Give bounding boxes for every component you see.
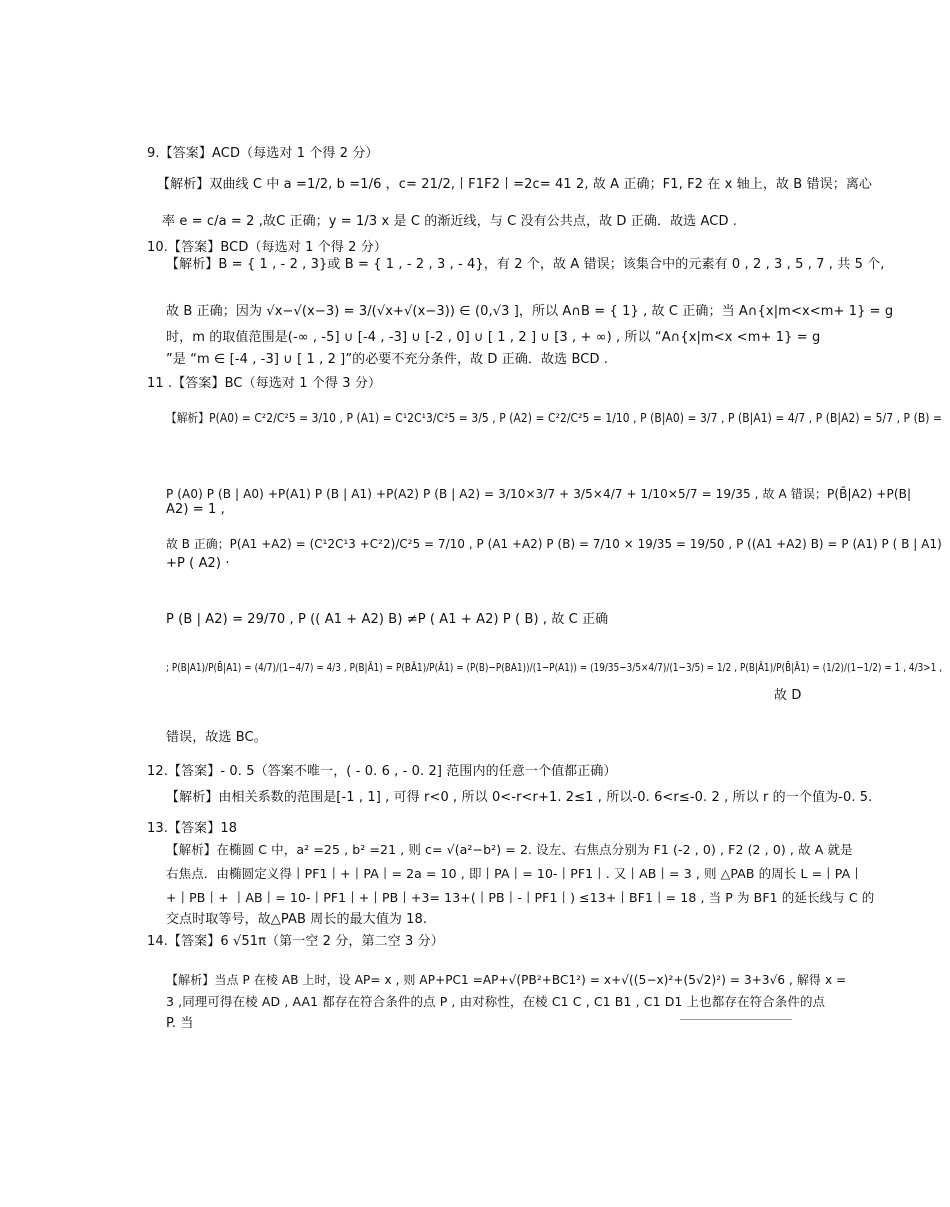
- q14-answer: 14.【答案】6 √51π（第一空 2 分，第二空 3 分）: [147, 934, 444, 949]
- q11-explanation-line-7: ; P(B|A1)/P(B̄|A1) = (4/7)/(1−4/7) = 4/3 , P(B|Ā1) = P(BĀ1)/P(Ā1) = (P(B)−P(BA1))/(1−P(A1)) = (19/35−3/5×4/7)/(1−3/5) = 1/2 , P(B|Ā1)/P(B̄|Ā1) = (1/2)/(1−1/2) = 1 , 4/3>1 ,: [166, 661, 943, 674]
- q14-explanation-line-3: P. 当: [166, 1016, 194, 1031]
- q13-explanation-line-1: 【解析】在椭圆 C 中，a² =25 , b² =21 , 则 c= √(a²−b²) = 2. 设左、右焦点分别为 F1 (-2 , 0) , F2 (2 , 0) , 故 A 就是: [166, 842, 853, 857]
- q11-explanation-line-8: 错误，故选 BC。: [166, 730, 267, 745]
- q13-explanation-line-2: 右焦点．由椭圆定义得丨PF1丨+丨PA丨= 2a = 10 , 即丨PA丨= 10-丨PF1丨. 又丨AB丨= 3 , 则 △PAB 的周长 L =丨PA丨: [166, 866, 863, 881]
- q11-explanation-line-7-tail: 故 D: [774, 688, 802, 703]
- q10-explanation-line-2: 故 B 正确；因为 √x−√(x−3) = 3/(√x+√(x−3)) ∈ (0,√3 ]，所以 A∩B = { 1} , 故 C 正确；当 A∩{x|m<x<m+ 1} = g: [166, 304, 894, 319]
- q10-answer: 10.【答案】BCD（每选对 1 个得 2 分）: [147, 240, 387, 255]
- q12-answer: 12.【答案】- 0. 5（答案不唯一，( - 0. 6 , - 0. 2] 范围内的任意一个值都正确）: [147, 764, 617, 779]
- q10-explanation-line-4: ”是 “m ∈ [-4 , -3] ∪ [ 1 , 2 ]”的必要不充分条件，故 D 正确．故选 BCD .: [166, 352, 609, 367]
- q11-explanation-line-1: 【解析】P(A0) = C²2/C²5 = 3/10 , P (A1) = C¹2C¹3/C²5 = 3/5 , P (A2) = C²2/C²5 = 1/10 , P (B|A0) = 3/7 , P (B|A1) = 4/7 , P (B|A2) = 5/7 , P (B) =: [166, 411, 943, 425]
- q11-explanation-line-6: P (B | A2) = 29/70 , P (( A1 + A2) B) ≠P ( A1 + A2) P ( B) , 故 C 正确: [166, 612, 609, 627]
- q11-explanation-line-2: P (A0) P (B | A0) +P(A1) P (B | A1) +P(A2) P (B | A2) = 3/10×3/7 + 3/5×4/7 + 1/10×5/7 = 19/35 , 故 A 错误；P(B̄|A2) +P(B|: [166, 487, 912, 501]
- q14-explanation-line-1: 【解析】当点 P 在棱 AB 上时，设 AP= x , 则 AP+PC1 =AP+√(PB²+BC1²) = x+√((5−x)²+(5√2)²) = 3+3√6 , 解得 x =: [166, 973, 847, 987]
- q9-answer: 9.【答案】ACD（每选对 1 个得 2 分）: [147, 146, 379, 161]
- q9-explanation-line-1: 【解析】双曲线 C 中 a =1/2, b =1/6 ，c= 21/2,丨F1F2丨=2c= 41 2, 故 A 正确；F1, F2 在 x 轴上，故 B 错误；离心: [157, 177, 873, 192]
- q9-explanation-line-2: 率 e = c/a = 2 ,故C 正确；y = 1/3 x 是 C 的渐近线，与 C 没有公共点，故 D 正确．故选 ACD .: [162, 214, 738, 229]
- q11-answer: 11 .【答案】BC（每选对 1 个得 3 分）: [147, 376, 382, 391]
- q11-explanation-line-3: A2) = 1 ,: [166, 502, 225, 517]
- q13-answer: 13.【答案】18: [147, 821, 238, 836]
- q10-explanation-line-3: 时，m 的取值范围是(-∞ , -5] ∪ [-4 , -3] ∪ [-2 , 0] ∪ [ 1 , 2 ] ∪ [3 , + ∞) , 所以 “A∩{x|m<x <m+ 1} = g: [166, 330, 821, 345]
- footnote-rule: [680, 1019, 792, 1020]
- q10-explanation-line-1: 【解析】B = { 1 , - 2 , 3}或 B = { 1 , - 2 , 3 , - 4}，有 2 个，故 A 错误；该集合中的元素有 0 , 2 , 3 , 5 , 7 , 共 5 个,: [166, 257, 885, 272]
- q11-explanation-line-4: 故 B 正确；P(A1 +A2) = (C¹2C¹3 +C²2)/C²5 = 7/10 , P (A1 +A2) P (B) = 7/10 × 19/35 = 19/50 , P ((A1 +A2) B) = P (A1) P ( B | A1): [166, 537, 942, 551]
- q11-explanation-line-5: +P ( A2) ·: [166, 556, 230, 571]
- q14-explanation-line-2: 3 ,同理可得在棱 AD , AA1 都存在符合条件的点 P , 由对称性，在棱 C1 C , C1 B1 , C1 D1 上也都存在符合条件的点: [166, 994, 826, 1009]
- q13-explanation-line-4: 交点时取等号，故△PAB 周长的最大值为 18.: [166, 912, 428, 927]
- q13-explanation-line-3: +丨PB丨+ 丨AB丨= 10-丨PF1丨+丨PB丨+3= 13+(丨PB丨-丨PF1丨) ≤13+丨BF1丨= 18 , 当 P 为 BF1 的延长线与 C 的: [166, 890, 875, 905]
- q12-explanation-line-1: 【解析】由相关系数的范围是[-1 , 1] , 可得 r<0 , 所以 0<-r<r+1. 2≤1 , 所以-0. 6<r≤-0. 2 , 所以 r 的一个值为-0. 5.: [166, 790, 873, 805]
